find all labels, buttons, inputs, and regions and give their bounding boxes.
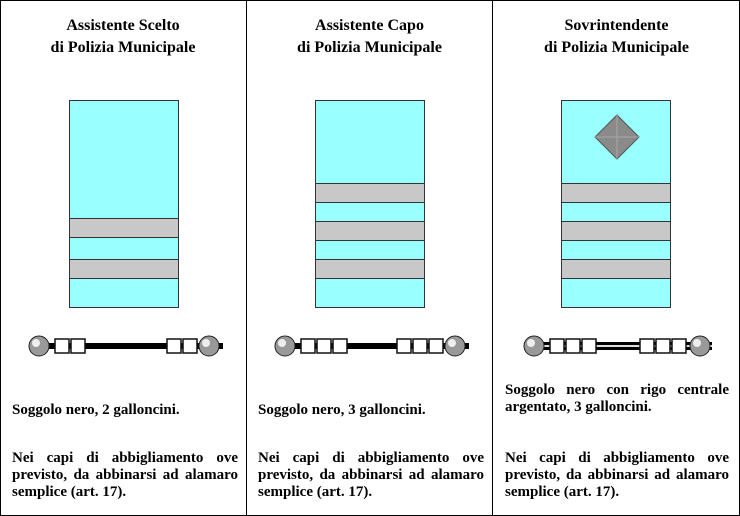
shoulder-board xyxy=(69,100,179,308)
rank-note xyxy=(505,450,729,501)
gallon-stripe xyxy=(70,259,178,279)
rank-column-assistente-capo xyxy=(247,0,492,516)
soggolo-chinstrap-icon xyxy=(25,334,227,358)
rank-title xyxy=(493,15,740,59)
rank-title-line2: di Polizia Municipale xyxy=(297,39,442,56)
rank-description xyxy=(258,402,484,419)
shoulder-board xyxy=(561,100,671,308)
rank-title-line1: Assistente Scelto xyxy=(66,17,180,34)
note-text: Nei capi di abbigliamento ove previsto, da abbinarsi ad alamaro semplice (art. 17). xyxy=(258,450,484,500)
rank-title-line1: Sovrintendente xyxy=(564,17,669,34)
rank-title xyxy=(0,15,246,59)
rank-note xyxy=(258,450,484,501)
shoulder-board xyxy=(315,100,425,308)
soggolo-text: Soggolo nero, 3 galloncini. xyxy=(258,402,426,418)
rank-title-line1: Assistente Capo xyxy=(315,17,424,34)
soggolo-text: Soggolo nero con rigo centrale argentato, 3 galloncini. xyxy=(505,382,729,415)
rank-column-assistente-scelto xyxy=(0,0,246,516)
rank-description xyxy=(12,402,238,419)
gallon-stripe xyxy=(562,183,670,203)
rank-note xyxy=(12,450,238,501)
soggolo-chinstrap-silver-icon xyxy=(520,334,716,358)
rank-column-sovrintendente xyxy=(493,0,740,516)
note-text: Nei capi di abbigliamento ove previsto, da abbinarsi ad alamaro semplice (art. 17). xyxy=(12,450,238,500)
note-text: Nei capi di abbigliamento ove previsto, da abbinarsi ad alamaro semplice (art. 17). xyxy=(505,450,729,500)
soggolo-text: Soggolo nero, 2 galloncini. xyxy=(12,402,180,418)
gallon-stripe xyxy=(316,183,424,203)
gallon-stripe xyxy=(316,221,424,241)
gallon-stripe xyxy=(562,221,670,241)
rank-title-line2: di Polizia Municipale xyxy=(50,39,196,56)
rank-diamond-icon xyxy=(593,113,641,161)
rank-title xyxy=(247,15,492,59)
rank-title-line2: di Polizia Municipale xyxy=(544,39,689,56)
gallon-stripe xyxy=(562,259,670,279)
soggolo-chinstrap-icon xyxy=(271,334,473,358)
rank-description xyxy=(505,382,729,416)
gallon-stripe xyxy=(70,218,178,238)
gallon-stripe xyxy=(316,259,424,279)
